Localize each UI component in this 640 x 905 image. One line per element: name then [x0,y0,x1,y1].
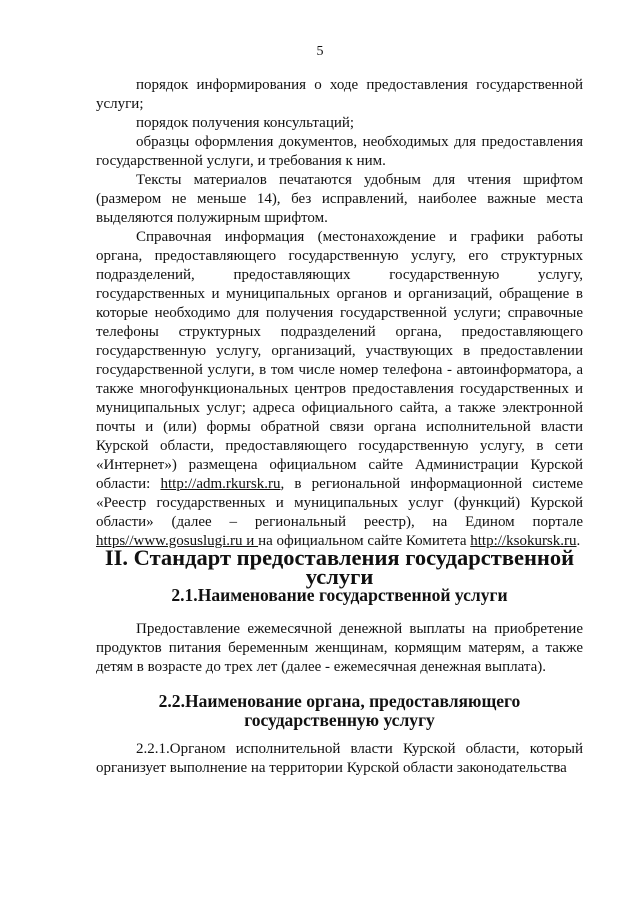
paragraph-reference-info [96,228,583,551]
paragraph-informing-order: порядок информирования о ходе предоставления государственной услуги; [96,77,583,112]
adm-rkursk-link[interactable]: http://adm.rkursk.ru [160,476,281,492]
section-2-title: II. Стандарт предоставления государственной услуги [104,545,575,589]
paragraph-text-materials: Тексты материалов печатаются удобным для чтения шрифтом (размером не меньше 14), без исправлений, наиболее важные места выделяются полужирным шрифтом. [96,172,583,226]
gosuslugi-link[interactable]: https//www.gosuslugi.ru и [96,533,259,549]
intro-block [96,76,583,551]
reference-text-committee: на официальном сайте Комитета [258,533,471,549]
paragraph-2-2-1: 2.2.1.Органом исполнительной власти Курской области, который организует выполнение на территории Курской области законодательства [96,741,583,776]
subsection-2-1-title: 2.1.Наименование государственной услуги [171,585,508,605]
paragraph-document-samples: образцы оформления документов, необходимых для предоставления государственной услуги, и требования к ним. [96,134,583,169]
paragraph-consultation-order: порядок получения консультаций; [136,115,355,131]
reference-text-end: . [576,533,581,549]
subsection-2-2-title: 2.2.Наименование органа, предоставляющего государственную услугу [158,691,521,730]
reference-text-registry: , в региональной информационной системе «Реестр государственных и муниципальных услуг (функций) Курской области» (далее – региональный реестр), на Едином портале [96,476,583,530]
paragraph-service-name: Предоставление ежемесячной денежной выплаты на приобретение продуктов питания беременным женщинам, кормящим матерям, а также детям в возрасте до трех лет (далее - ежемесячная денежная выплата). [96,621,583,675]
reference-text-start: Справочная информация (местонахождение и графики работы органа, предоставляющего государственную услугу, его структурных подразделений, предоставляющих государственную услугу, государственных и муниципальных органов и организаций, обращение в которые необходимо для получения государственной услуги; справочные телефоны структурных подразделений органа, предоставляющего государственную услугу, организаций, участвующих в предоставлении государственной услуги, в том числе номер телефона - автоинформатора, а также многофункциональных центров предоставления государственных и муниципальных услуг; адреса официального сайта, а также электронной почты и (или) формы обратной связи органа исполнительной власти Курской области, предоставляющего государственную услугу, в сети «Интернет») размещена официальном сайте Администрации Курской области: [96,229,583,492]
subsection-2-1-body [96,620,583,677]
subsection-2-2-body [96,740,583,778]
page-number: 5 [316,44,324,59]
ksokursk-link[interactable]: http://ksokursk.ru [470,533,577,549]
